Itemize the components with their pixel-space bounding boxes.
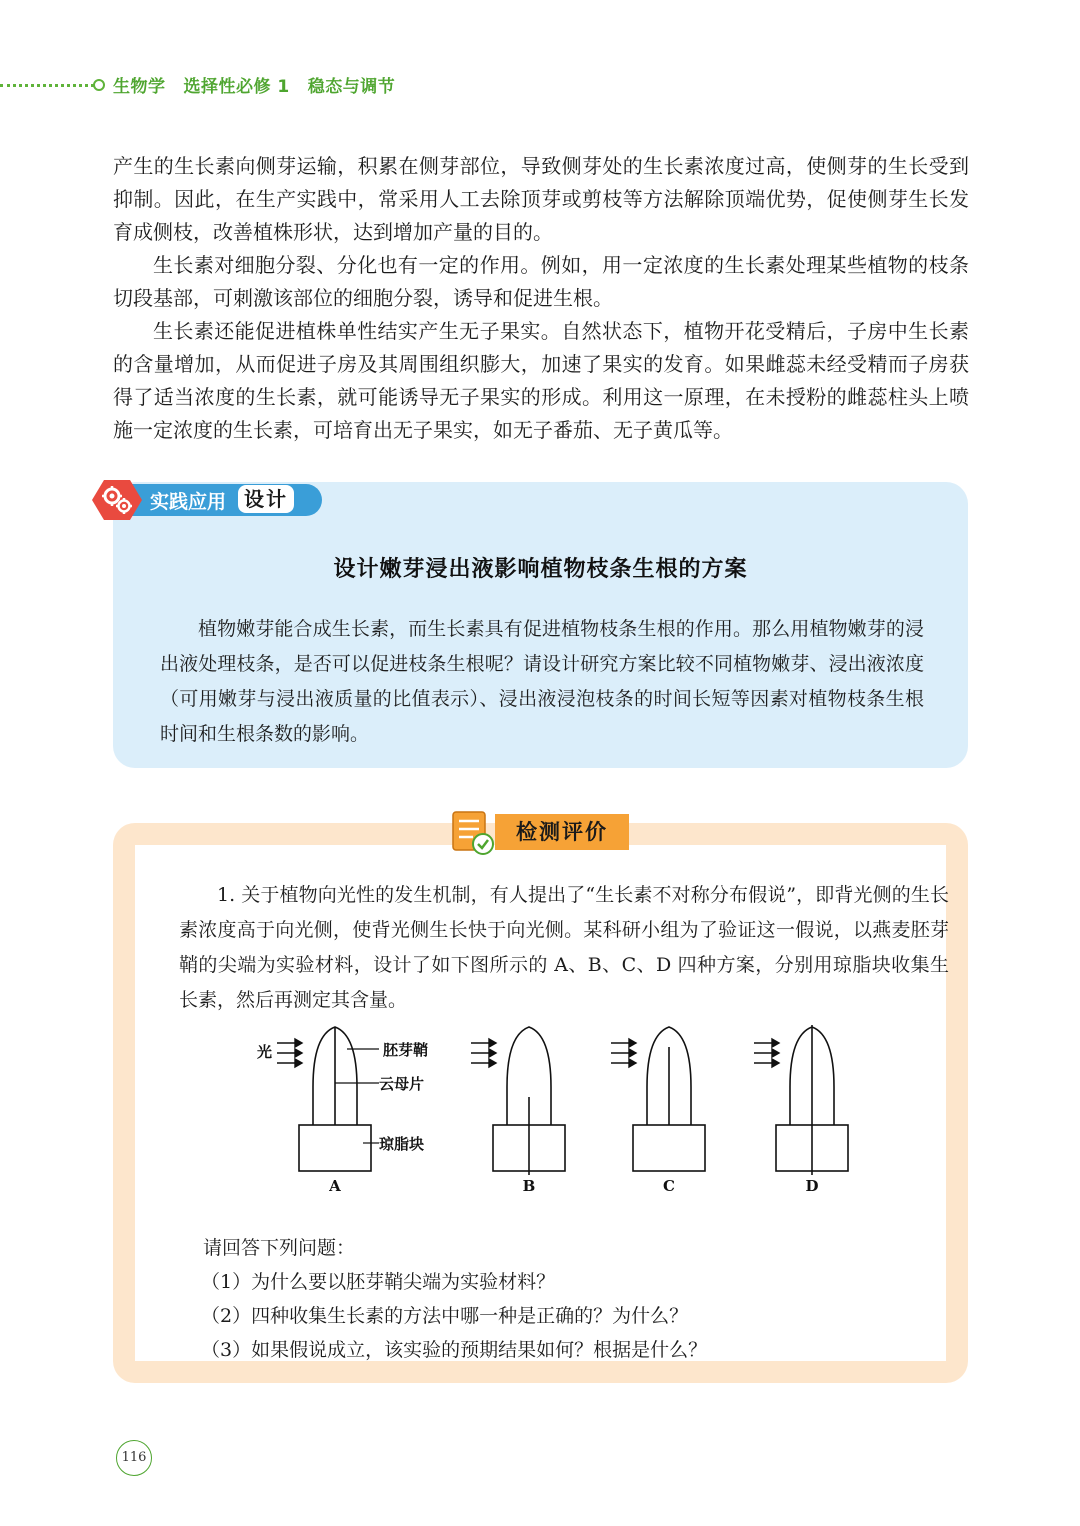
question-prompt: 请回答下列问题： <box>203 1237 356 1259</box>
agar-label: 琼脂块 <box>379 1135 425 1153</box>
panel-label-c: C <box>663 1177 675 1195</box>
practice-title: 设计嫩芽浸出液影响植物枝条生根的方案 <box>333 557 748 582</box>
evaluation-tab-label <box>495 814 629 850</box>
page-number: 116 <box>116 1440 152 1476</box>
body-text <box>113 150 969 447</box>
light-arrows-b <box>471 1039 496 1067</box>
checklist-icon <box>447 808 499 858</box>
coleoptile-label: 胚芽鞘 <box>383 1041 429 1059</box>
practice-tab-label: 实践应用 <box>150 491 227 513</box>
gears-icon <box>92 478 142 522</box>
header-subject: 生物学 <box>113 77 166 97</box>
question-item-3: （3）如果假说成立，该实验的预期结果如何？根据是什么？ <box>201 1339 708 1361</box>
header-dotted-rule <box>0 84 94 87</box>
panel-label-a: A <box>329 1177 341 1195</box>
evaluation-inner <box>135 845 949 1361</box>
paragraph-3: 生长素还能促进植株单性结实产生无子果实。自然状态下，植物开花受精后，子房中生长素的含量增加，从而促进子房及其周围组织膨大，加速了果实的发育。如果雌蕊未经受精而子房获得了适当浓度的生长素，就可能诱导无子果实的形成。利用这一原理，在未授粉的雌蕊柱头上喷施一定浓度的生长素，可培育出无子果实，如无子番茄、无子黄瓜等。 <box>113 319 969 442</box>
running-header <box>0 70 600 100</box>
light-label: 光 <box>257 1043 273 1061</box>
header-book: 选择性必修 1 <box>183 77 290 97</box>
paragraph-1: 产生的生长素向侧芽运输，积累在侧芽部位，导致侧芽处的生长素浓度过高，使侧芽的生长受到抑制。因此，在生产实践中，常采用人工去除顶芽或剪枝等方法解除顶端优势，促使侧芽生长发育成侧枝，改善植株形状，达到增加产量的目的。 <box>113 154 969 244</box>
light-arrows-c <box>611 1039 636 1067</box>
light-arrows-d <box>754 1039 779 1067</box>
panel-label-d: D <box>805 1177 819 1195</box>
practice-tab-tag: 设计 <box>238 485 294 513</box>
question-1: 1. 关于植物向光性的发生机制，有人提出了“生长素不对称分布假说”，即背光侧的生长素浓度高于向光侧，使背光侧生长快于向光侧。某科研小组为了验证这一假说，以燕麦胚芽鞘的尖端为实验材料，设计了如下图所示的 A、B、C、D 四种方案，分别用琼脂块收集生长素，然后再测定其含量。 <box>179 884 949 1011</box>
header-unit: 稳态与调节 <box>307 77 396 97</box>
question-item-1: （1）为什么要以胚芽鞘尖端为实验材料？ <box>201 1271 556 1293</box>
evaluation-box <box>113 823 968 1383</box>
mica-label: 云母片 <box>379 1075 425 1093</box>
practice-box <box>113 482 968 768</box>
coleoptile-figure <box>235 1025 855 1215</box>
evaluation-tab-text: 检测评价 <box>516 820 608 844</box>
practice-tab <box>92 478 328 522</box>
question-list <box>201 1231 707 1367</box>
header-ring-icon <box>93 79 105 91</box>
paragraph-2: 生长素对细胞分裂、分化也有一定的作用。例如，用一定浓度的生长素处理某些植物的枝条切段基部，可刺激该部位的细胞分裂，诱导和促进生根。 <box>113 253 969 310</box>
question-text <box>179 878 949 1018</box>
practice-tab-bar <box>132 484 322 516</box>
evaluation-tab <box>447 808 637 858</box>
question-item-2: （2）四种收集生长素的方法中哪一种是正确的？为什么？ <box>201 1305 689 1327</box>
header-title <box>113 72 413 97</box>
panel-label-b: B <box>522 1177 536 1195</box>
practice-text <box>160 612 924 752</box>
light-arrows-a <box>277 1039 302 1067</box>
practice-paragraph: 植物嫩芽能合成生长素，而生长素具有促进植物枝条生根的作用。那么用植物嫩芽的浸出液处理枝条，是否可以促进枝条生根呢？请设计研究方案比较不同植物嫩芽、浸出液浓度（可用嫩芽与浸出液质量的比值表示）、浸出液浸泡枝条的时间长短等因素对植物枝条生根时间和生根条数的影响。 <box>160 618 924 745</box>
